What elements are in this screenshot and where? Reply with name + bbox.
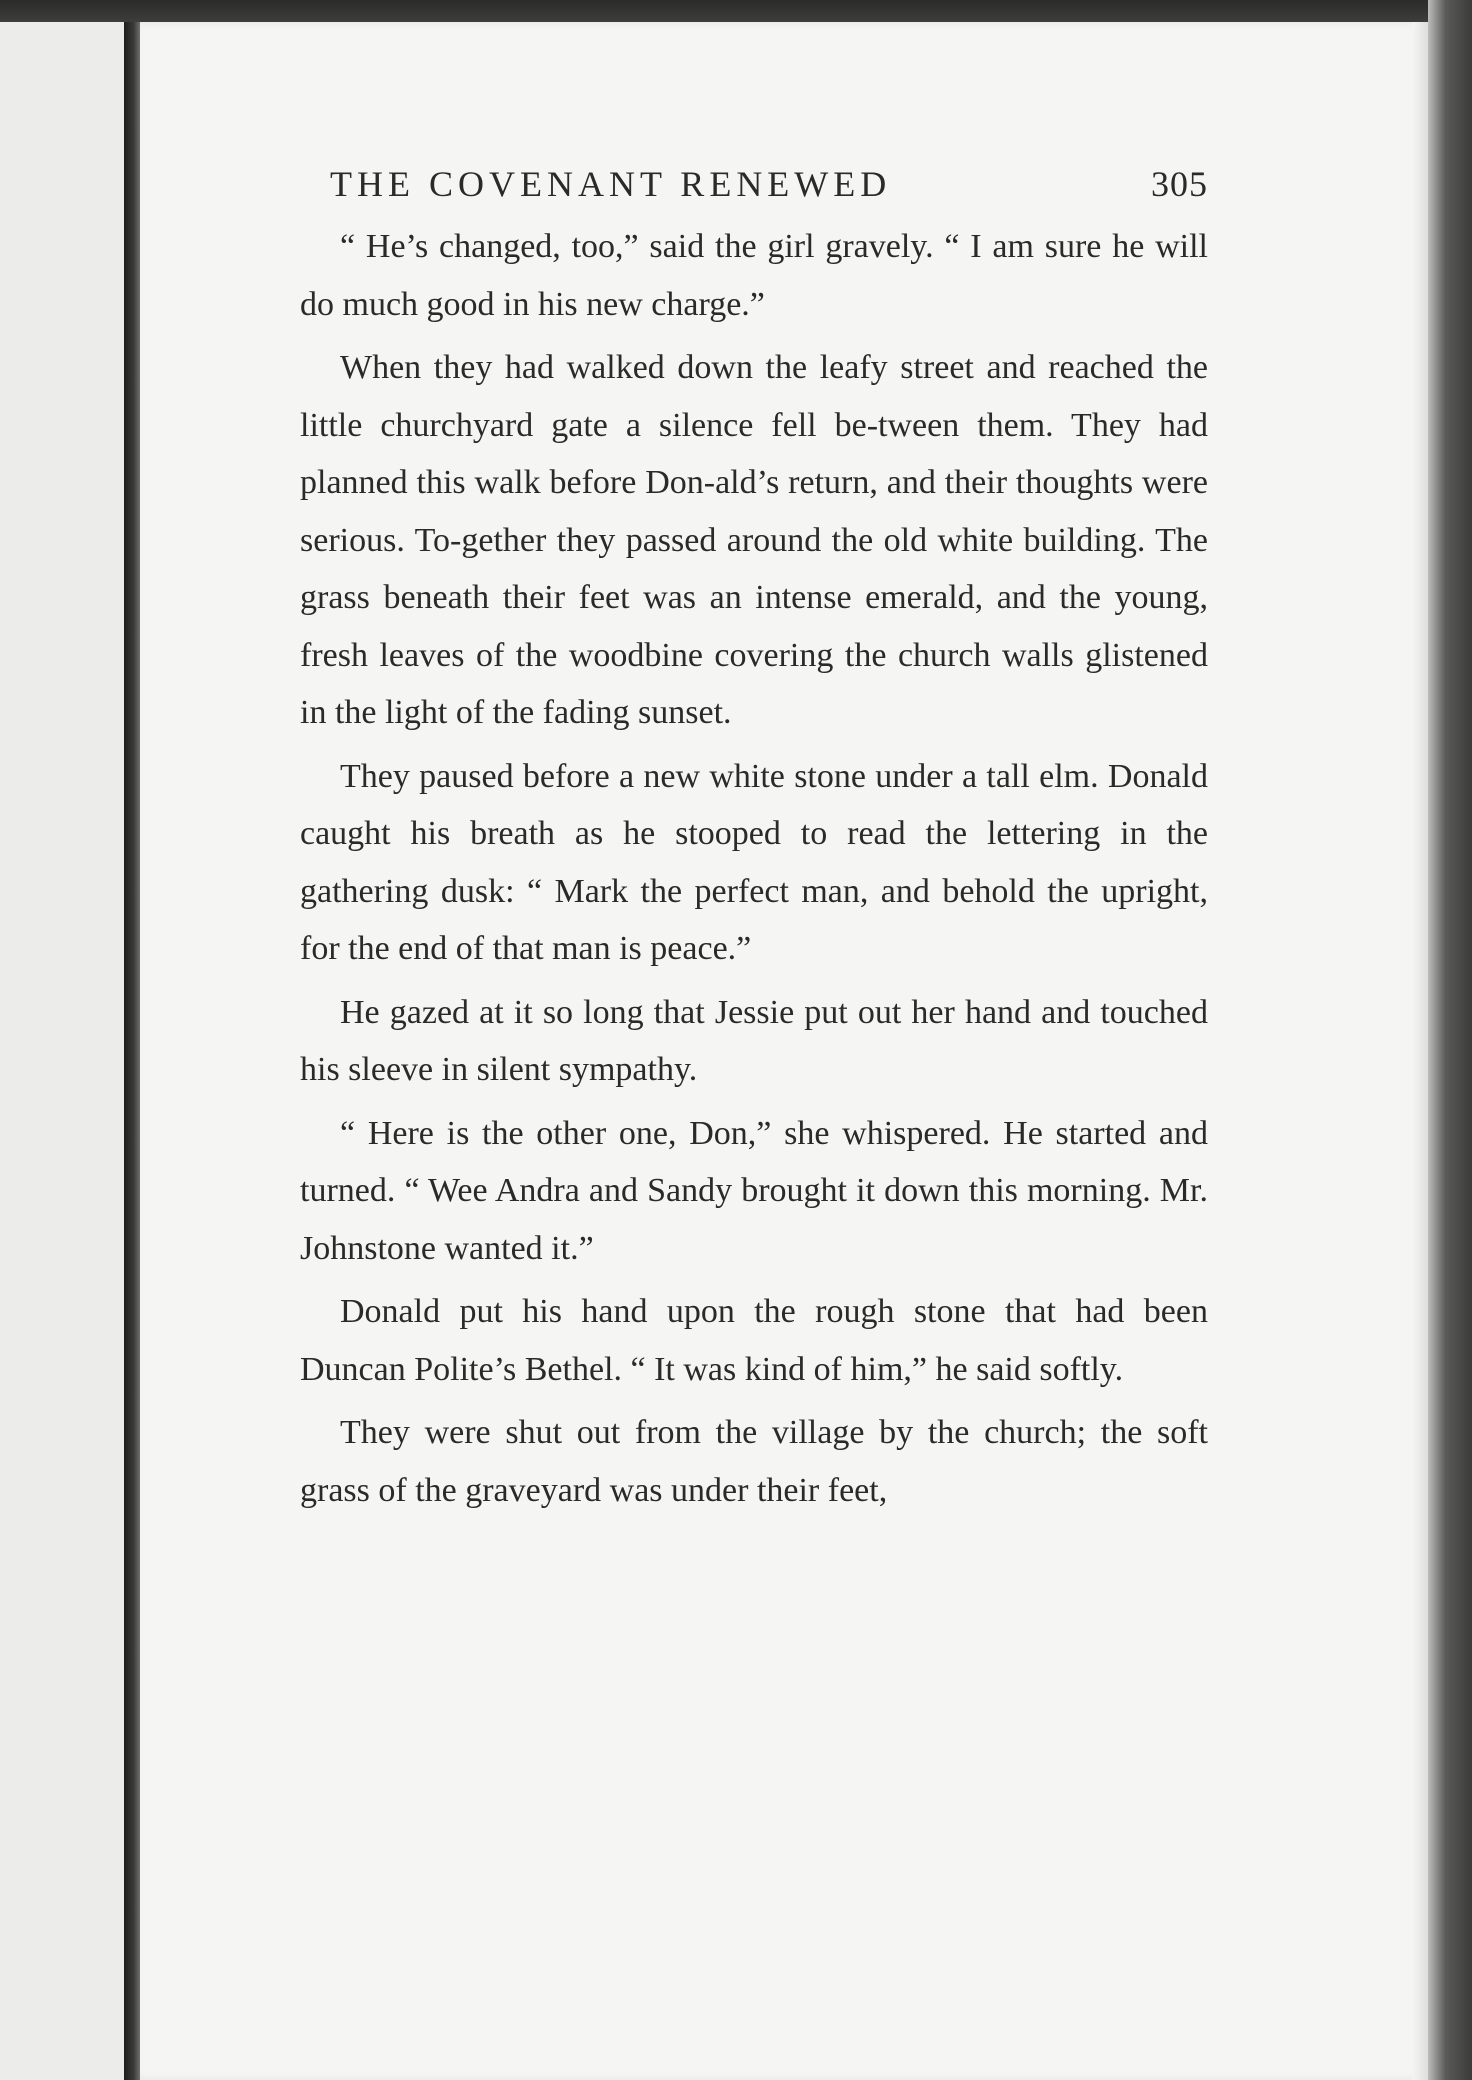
- facing-page-edge: [0, 22, 124, 2080]
- scan-right-border: [1428, 0, 1472, 2080]
- running-head: [330, 150, 1208, 218]
- page-text: [300, 150, 1208, 1525]
- book-gutter: [124, 22, 140, 2080]
- paragraph: When they had walked down the leafy street and reached the little churchyard gate a silence fell be-tween them. They had planned this walk before Don-ald’s return, and their thoughts were serious. To-gether they passed around the old white building. The grass beneath their feet was an intense emerald, and the young, fresh leaves of the woodbine covering the church walls glistened in the light of the fading sunset.: [300, 349, 1208, 731]
- running-head-title: THE COVENANT RENEWED: [330, 164, 892, 204]
- paragraph: “ He’s changed, too,” said the girl gravely. “ I am sure he will do much good in his new charge.”: [300, 228, 1208, 323]
- paragraph: They paused before a new white stone under a tall elm. Donald caught his breath as he stooped to read the lettering in the gathering dusk: “ Mark the perfect man, and behold the upright, for the end of that man is peace.”: [300, 757, 1208, 967]
- page-number: 305: [1151, 164, 1208, 204]
- page-edge-shadow: [1412, 22, 1428, 2080]
- paragraph: “ Here is the other one, Don,” she whispered. He started and turned. “ Wee Andra and Sandy brought it down this morning. Mr. Johnstone wanted it.”: [300, 1114, 1208, 1267]
- paragraph: He gazed at it so long that Jessie put out her hand and touched his sleeve in silent sympathy.: [300, 993, 1208, 1088]
- paragraph: Donald put his hand upon the rough stone that had been Duncan Polite’s Bethel. “ It was kind of him,” he said softly.: [300, 1293, 1208, 1388]
- paragraph: They were shut out from the village by the church; the soft grass of the graveyard was under their feet,: [300, 1414, 1208, 1509]
